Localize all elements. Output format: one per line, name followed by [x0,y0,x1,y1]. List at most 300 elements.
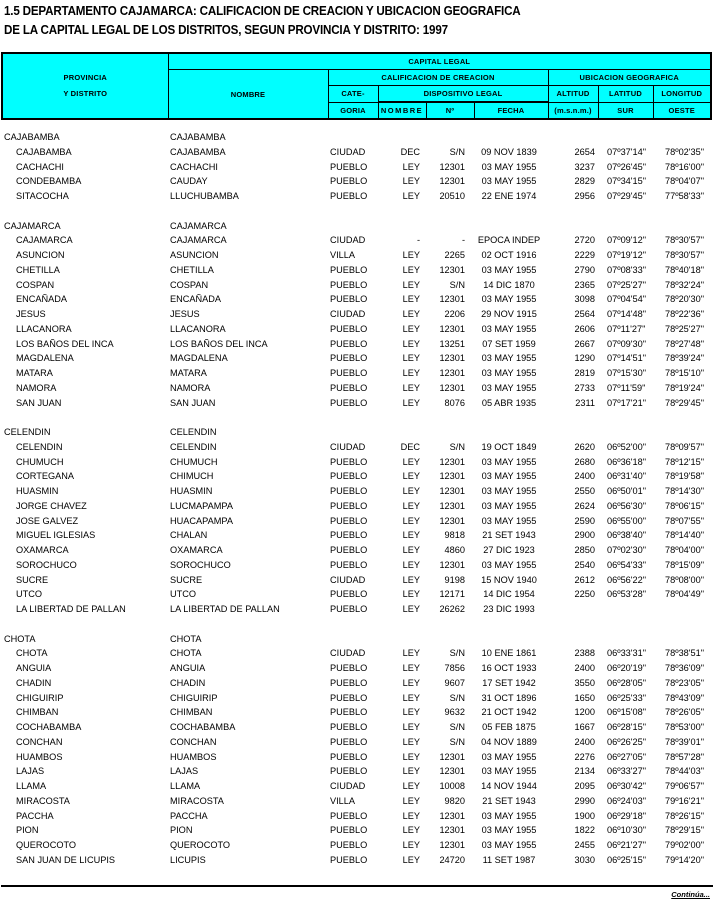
header-latitud: LATITUD [598,86,653,103]
category: PUEBLO [330,707,368,718]
latitude: 06º28'05" [607,677,647,688]
legal-device-date: 03 MAY 1955 [481,810,537,821]
capital-name: CHALAN [170,530,208,541]
legal-device-name: LEY [402,471,420,482]
altitude: 2612 [574,574,595,585]
altitude: 1667 [574,722,595,732]
latitude: 06º31'40" [607,471,647,482]
spacer [0,411,714,426]
category: PUEBLO [330,368,368,378]
capital-name: PION [170,825,193,836]
latitude: 06º27'05" [607,751,647,762]
longitude: 78º57'28" [665,751,705,762]
latitude: 06º21'27" [607,840,647,850]
legal-device-date: 29 NOV 1915 [481,309,537,319]
table-row [0,810,714,825]
category: PUEBLO [330,677,368,688]
latitude: 06º28'15" [607,722,647,732]
category: CIUDAD [330,648,366,659]
altitude: 1822 [574,825,595,836]
district-name: CHIGUIRIP [16,692,64,703]
legal-device-name: LEY [402,309,420,319]
longitude: 78º22'36" [665,309,705,319]
table-body [0,131,714,869]
latitude: 06º54'33" [607,559,647,570]
district-name: HUASMIN [16,486,59,496]
legal-device-number: S/N [449,441,465,452]
longitude: 78º30'57" [665,235,705,246]
table-row [0,662,714,677]
category: PUEBLO [330,456,368,467]
capital-name: COSPAN [170,279,209,290]
category: PUEBLO [330,692,368,703]
latitude: 07º04'54" [607,294,647,305]
altitude: 2829 [574,176,595,187]
capital-name: MATARA [170,368,207,378]
category: PUEBLO [330,736,368,747]
legal-device-date: 03 MAY 1955 [481,456,537,467]
longitude: 78º27'48" [665,338,705,349]
legal-device-name: LEY [402,545,420,555]
latitude: 07º19'12" [607,250,647,260]
latitude: 06º33'31" [607,648,647,659]
district-name: COCHABAMBA [16,722,82,732]
capital-name: SAN JUAN [170,397,216,408]
altitude: 3030 [574,854,595,865]
capital-name: ASUNCION [170,250,219,260]
category: PUEBLO [330,530,368,541]
district-name: OXAMARCA [16,545,69,555]
district-name: PACCHA [16,810,54,821]
longitude: 78º15'10" [665,368,705,378]
category: PUEBLO [330,264,368,275]
province-capital: CAJABAMBA [170,132,226,142]
category: PUEBLO [330,854,368,865]
legal-device-name: LEY [402,589,420,600]
latitude: 06º25'33" [607,692,647,703]
legal-device-name: LEY [402,692,420,703]
header-dispositivo: DISPOSITIVO LEGAL [378,86,548,103]
category: PUEBLO [330,545,368,555]
legal-device-date: 31 OCT 1896 [481,692,537,703]
district-name: CHOTA [16,648,48,659]
latitude: 06º24'03" [607,795,647,806]
legal-device-name: LEY [402,456,420,467]
legal-device-name: LEY [402,353,420,364]
legal-device-date: 04 NOV 1889 [481,736,537,747]
altitude: 2956 [574,191,595,201]
altitude: 2134 [574,766,595,777]
altitude: 2720 [574,235,595,246]
category: PUEBLO [330,279,368,290]
latitude: 07º09'30" [607,338,647,349]
district-name: LOS BAÑOS DEL INCA [16,338,114,349]
spacer [0,205,714,220]
district-name: LLACANORA [16,323,72,334]
altitude: 2311 [575,397,595,408]
footer-divider [1,885,713,887]
district-name: LAJAS [16,766,45,777]
legal-device-name: LEY [402,766,420,777]
legal-device-number: 12301 [439,161,465,172]
legal-device-number: 7856 [444,663,465,673]
table-row [0,692,714,707]
legal-device-date: 07 SET 1959 [482,338,536,349]
district-name: MIRACOSTA [16,795,70,806]
longitude: 78º20'30" [665,294,705,305]
altitude: 1200 [574,707,595,718]
district-name: SAN JUAN [16,397,62,408]
altitude: 2540 [574,559,595,570]
capital-name: QUEROCOTO [170,840,231,850]
header-latitud-sub: SUR [598,102,653,119]
table-row [0,441,714,456]
category: PUEBLO [330,766,368,777]
header-altitud-unit: (m.s.n.m.) [548,102,598,119]
capital-name: CHETILLA [170,264,214,275]
header-provincia-distrito [2,53,168,119]
district-name: JORGE CHAVEZ [16,500,87,511]
category: PUEBLO [330,589,368,600]
document-title-line-1: 1.5 DEPARTAMENTO CAJAMARCA: CALIFICACION DE CREACION Y UBICACION GEOGRAFICA [4,4,521,18]
district-name: CORTEGANA [16,471,75,482]
altitude: 2229 [574,250,595,260]
province-name: CELENDIN [4,427,51,437]
legal-device-name: LEY [402,854,420,865]
legal-device-number: 12301 [439,353,465,364]
longitude: 78º07'55" [665,515,705,526]
latitude: 06º10'30" [607,825,647,836]
longitude: 78º36'09" [665,663,705,673]
province-capital: CELENDIN [170,427,217,437]
category: PUEBLO [330,486,368,496]
header-altitud: ALTITUD [548,86,598,103]
legal-device-name: LEY [402,368,420,378]
altitude: 2790 [574,264,595,275]
legal-device-date: 14 DIC 1870 [483,279,535,290]
legal-device-date: 03 MAY 1955 [481,486,537,496]
longitude: 78º15'09" [665,559,705,570]
legal-device-date: 23 DIC 1993 [483,604,535,614]
altitude: 2606 [574,323,595,334]
category: PUEBLO [330,397,368,408]
longitude: 78º23'05" [665,677,705,688]
table-row [0,780,714,795]
latitude: 06º25'15" [607,854,647,865]
category: CIUDAD [330,441,366,452]
longitude: 79º06'57" [665,781,705,791]
longitude: 78º02'35" [665,146,705,157]
altitude: 2850 [574,545,595,555]
altitude: 3550 [574,677,595,688]
district-name: CELENDIN [16,441,63,452]
category: PUEBLO [330,353,368,364]
latitude: 06º38'40" [607,530,647,541]
table-row [0,175,714,190]
legal-device-date: 27 DIC 1923 [483,545,535,555]
latitude: 07º14'51" [607,353,647,364]
legal-device-name: DEC [400,146,420,157]
table-row [0,279,714,294]
legal-device-date: 22 ENE 1974 [481,191,537,201]
altitude: 2365 [574,279,595,290]
header-disp-fecha: FECHA [474,102,548,119]
legal-device-number: 12301 [439,456,465,467]
latitude: 07º11'59" [607,382,646,393]
province-name: CHOTA [4,633,36,644]
legal-device-number: 24720 [439,854,465,865]
table-row [0,529,714,544]
legal-device-name: LEY [402,840,420,850]
longitude: 79º02'00" [665,840,705,850]
legal-device-name: LEY [402,663,420,673]
header-disp-nombre: NOMBRE [378,102,426,119]
capital-name: CHIMUCH [170,471,214,482]
district-name: LLAMA [16,781,47,791]
legal-device-name: LEY [402,264,420,275]
altitude: 2400 [574,663,595,673]
table-row [0,839,714,854]
latitude: 06º52'00" [607,441,647,452]
altitude: 2400 [574,736,595,747]
legal-device-name: LEY [402,323,420,334]
longitude: 78º39'24" [665,353,705,364]
category: CIUDAD [330,309,366,319]
legal-device-date: 15 NOV 1940 [481,574,537,585]
longitude: 78º14'30" [665,486,705,496]
table-row [0,854,714,869]
province-row [0,426,714,441]
table-row [0,456,714,471]
altitude: 3237 [574,161,595,172]
altitude: 2733 [574,382,595,393]
district-name: CHIMBAN [16,707,59,718]
legal-device-number: 12301 [439,751,465,762]
table-row [0,500,714,515]
capital-name: UTCO [170,589,197,600]
capital-name: CONCHAN [170,736,217,747]
province-row [0,131,714,146]
district-name: PION [16,825,39,836]
legal-device-name: LEY [402,191,420,201]
category: PUEBLO [330,471,368,482]
capital-name: CAJAMARCA [170,235,227,246]
longitude: 79º14'20" [665,854,705,865]
capital-name: LA LIBERTAD DE PALLAN [170,604,280,614]
district-name: SUCRE [16,574,49,585]
table-row [0,146,714,161]
legal-device-date: 21 SET 1943 [482,795,536,806]
spacer [0,618,714,633]
longitude: 78º40'18" [665,264,705,275]
legal-device-number: S/N [449,146,465,157]
longitude: 79º16'21" [665,795,705,806]
latitude: 07º11'27" [607,323,646,334]
legal-device-number: 12301 [439,382,465,393]
legal-device-name: LEY [402,530,420,541]
header-nombre: NOMBRE [168,70,328,120]
latitude: 07º34'15" [607,176,647,187]
legal-device-number: 12301 [439,515,465,526]
capital-name: LLACANORA [170,323,226,334]
district-name: CHETILLA [16,264,60,275]
category: PUEBLO [330,382,368,393]
altitude: 2564 [574,309,595,319]
capital-name: CAUDAY [170,176,208,187]
capital-name: ENCAÑADA [170,294,222,305]
table-row [0,751,714,766]
legal-device-name: LEY [402,825,420,836]
longitude: 78º19'58" [665,471,705,482]
legal-device-date: 11 SET 1987 [482,854,536,865]
category: PUEBLO [330,663,368,673]
legal-device-date: EPOCA INDEP [477,235,541,246]
category: VILLA [330,250,356,260]
capital-name: MAGDALENA [170,353,228,364]
legal-device-date: 03 MAY 1955 [481,176,537,187]
latitude: 06º56'22" [607,574,647,585]
longitude: 78º39'01" [665,736,705,747]
legal-device-name: LEY [402,795,420,806]
legal-device-name: LEY [402,574,420,585]
legal-device-date: 03 MAY 1955 [481,471,537,482]
legal-device-number: 9820 [444,795,465,806]
capital-name: HUASMIN [170,486,213,496]
province-capital: CHOTA [170,633,202,644]
continua-note: Continúa... [671,890,710,899]
district-name: QUEROCOTO [16,840,77,850]
district-name: MAGDALENA [16,353,74,364]
category: PUEBLO [330,840,368,850]
header-goria: GORIA [328,102,378,119]
legal-device-date: 17 SET 1942 [482,677,536,688]
capital-name: LLUCHUBAMBA [170,191,239,201]
longitude: 78º26'05" [665,707,705,718]
capital-name: HUAMBOS [170,751,217,762]
legal-device-name: LEY [402,559,420,570]
latitude: 06º56'30" [607,500,647,511]
latitude: 07º15'30" [607,368,647,378]
table-row [0,574,714,589]
longitude: 78º29'15" [665,825,705,836]
capital-name: LOS BAÑOS DEL INCA [170,338,268,349]
latitude: 07º02'30" [607,545,647,555]
category: CIUDAD [330,781,366,791]
legal-device-number: S/N [449,279,465,290]
district-name: SITACOCHA [16,191,69,201]
altitude: 2900 [574,530,595,541]
legal-device-date: 03 MAY 1955 [481,264,537,275]
latitude: 06º50'01" [607,486,647,496]
district-name: CAJABAMBA [16,146,72,157]
capital-name: HUACAPAMPA [170,515,233,526]
table-row [0,352,714,367]
legal-device-name: LEY [402,648,420,659]
category: CIUDAD [330,235,366,246]
longitude: 78º30'57" [665,250,705,260]
capital-name: PACCHA [170,810,208,821]
altitude: 2667 [574,338,595,349]
legal-device-name: - [416,235,420,246]
legal-device-number: 4860 [444,545,465,555]
legal-device-number: 12301 [439,471,465,482]
legal-device-name: LEY [402,707,420,718]
legal-device-number: 26262 [439,604,465,614]
district-name: ANGUIA [16,663,52,673]
district-name: HUAMBOS [16,751,63,762]
longitude: 78º44'03" [665,766,705,777]
legal-device-name: LEY [402,382,420,393]
header-capital-legal: CAPITAL LEGAL [168,53,711,70]
longitude: 78º19'24" [665,382,705,393]
district-name: JESUS [16,309,46,319]
capital-name: SOROCHUCO [170,559,231,570]
legal-device-name: LEY [402,486,420,496]
legal-device-name: LEY [402,515,420,526]
legal-device-date: 09 NOV 1839 [481,146,537,157]
legal-device-number: 2265 [444,250,465,260]
latitude: 06º55'00" [607,515,647,526]
longitude: 78º09'57" [665,441,705,452]
district-name: UTCO [16,589,43,600]
table-row [0,721,714,736]
legal-device-name: LEY [402,397,420,408]
altitude: 1900 [574,810,595,821]
latitude: 06º53'28" [607,589,647,600]
longitude: 78º08'00" [665,574,705,585]
legal-device-date: 03 MAY 1955 [481,294,537,305]
altitude: 2276 [574,751,595,762]
longitude: 78º16'00" [665,161,705,172]
longitude: 78º29'45" [665,397,705,408]
altitude: 2680 [574,456,595,467]
district-name: CONDEBAMBA [16,176,82,187]
table-row [0,234,714,249]
legal-device-date: 21 SET 1943 [482,530,536,541]
table-row [0,795,714,810]
table-row [0,485,714,500]
legal-device-date: 03 MAY 1955 [481,766,537,777]
header-ubicacion: UBICACION GEOGRAFICA [548,70,711,86]
altitude: 1650 [574,692,595,703]
capital-name: CELENDIN [170,441,217,452]
capital-name: CACHACHI [170,161,218,172]
table-row [0,264,714,279]
legal-device-name: LEY [402,176,420,187]
legal-device-date: 19 OCT 1849 [481,441,537,452]
district-name: NAMORA [16,382,57,393]
table-row [0,293,714,308]
legal-device-number: S/N [449,736,465,747]
legal-device-number: 9818 [444,530,465,541]
legal-device-name: LEY [402,722,420,732]
capital-name: CHOTA [170,648,202,659]
capital-name: CHIMBAN [170,707,213,718]
legal-device-name: DEC [400,441,420,452]
capital-name: CHADIN [170,677,206,688]
table-row [0,382,714,397]
longitude: 78º43'09" [665,692,705,703]
header-y-distrito: Y DISTRITO [63,89,108,98]
latitude: 07º09'12" [607,235,647,246]
district-name: JOSE GALVEZ [16,515,79,526]
longitude: 78º26'15" [665,810,705,821]
table-row [0,367,714,382]
table-row [0,647,714,662]
category: CIUDAD [330,146,366,157]
table-row [0,824,714,839]
category: PUEBLO [330,500,368,511]
